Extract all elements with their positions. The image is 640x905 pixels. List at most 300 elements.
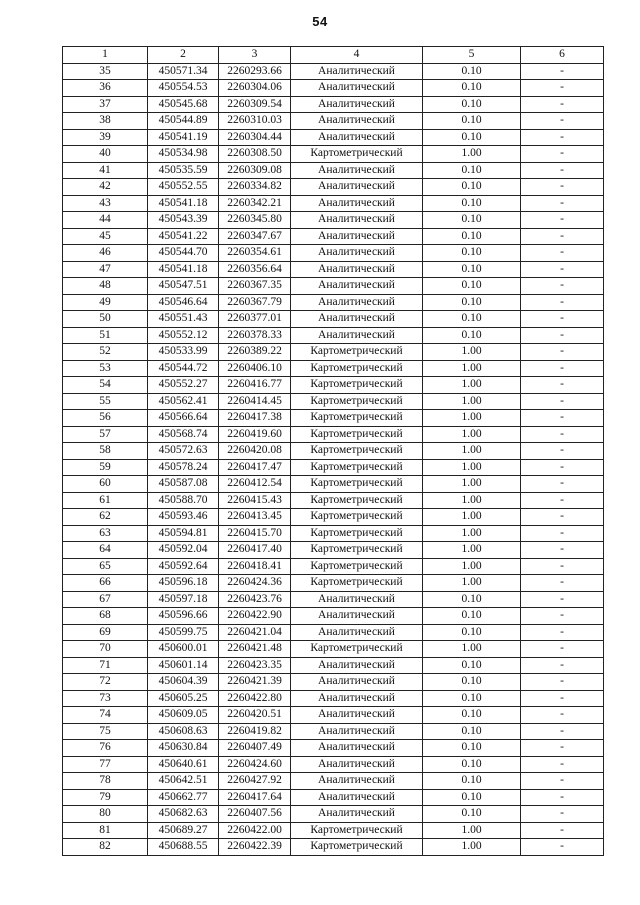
accuracy-cell: 0.10 (423, 311, 521, 328)
accuracy-cell: 1.00 (423, 393, 521, 410)
point-number-cell: 66 (63, 575, 148, 592)
x-coordinate-cell: 450568.74 (148, 426, 219, 443)
x-coordinate-cell: 450592.04 (148, 542, 219, 559)
table-row (63, 146, 604, 163)
table-row (63, 773, 604, 790)
table-row (63, 476, 604, 493)
y-coordinate-cell: 2260304.44 (219, 129, 291, 146)
note-cell: - (521, 707, 604, 724)
table-row (63, 327, 604, 344)
point-number-cell: 45 (63, 228, 148, 245)
method-cell: Картометрический (291, 822, 423, 839)
y-coordinate-cell: 2260424.60 (219, 756, 291, 773)
table-row (63, 707, 604, 724)
x-coordinate-cell: 450552.55 (148, 179, 219, 196)
table-row (63, 245, 604, 262)
point-number-cell: 51 (63, 327, 148, 344)
point-number-cell: 35 (63, 63, 148, 80)
y-coordinate-cell: 2260293.66 (219, 63, 291, 80)
method-cell: Картометрический (291, 426, 423, 443)
point-number-cell: 44 (63, 212, 148, 229)
table-row (63, 756, 604, 773)
x-coordinate-cell: 450604.39 (148, 674, 219, 691)
table-row (63, 641, 604, 658)
table-row (63, 525, 604, 542)
header-cell-2: 2 (148, 47, 219, 64)
x-coordinate-cell: 450608.63 (148, 723, 219, 740)
x-coordinate-cell: 450541.22 (148, 228, 219, 245)
method-cell: Картометрический (291, 558, 423, 575)
method-cell: Картометрический (291, 525, 423, 542)
y-coordinate-cell: 2260419.60 (219, 426, 291, 443)
accuracy-cell: 0.10 (423, 195, 521, 212)
accuracy-cell: 0.10 (423, 179, 521, 196)
accuracy-cell: 0.10 (423, 723, 521, 740)
y-coordinate-cell: 2260389.22 (219, 344, 291, 361)
x-coordinate-cell: 450605.25 (148, 690, 219, 707)
method-cell: Аналитический (291, 311, 423, 328)
accuracy-cell: 1.00 (423, 443, 521, 460)
accuracy-cell: 1.00 (423, 525, 521, 542)
x-coordinate-cell: 450554.53 (148, 80, 219, 97)
point-number-cell: 36 (63, 80, 148, 97)
method-cell: Картометрический (291, 542, 423, 559)
note-cell: - (521, 575, 604, 592)
x-coordinate-cell: 450541.18 (148, 261, 219, 278)
y-coordinate-cell: 2260414.45 (219, 393, 291, 410)
x-coordinate-cell: 450544.70 (148, 245, 219, 262)
point-number-cell: 80 (63, 806, 148, 823)
x-coordinate-cell: 450596.18 (148, 575, 219, 592)
note-cell: - (521, 179, 604, 196)
y-coordinate-cell: 2260356.64 (219, 261, 291, 278)
y-coordinate-cell: 2260413.45 (219, 509, 291, 526)
x-coordinate-cell: 450533.99 (148, 344, 219, 361)
accuracy-cell: 0.10 (423, 212, 521, 229)
x-coordinate-cell: 450593.46 (148, 509, 219, 526)
accuracy-cell: 0.10 (423, 80, 521, 97)
note-cell: - (521, 509, 604, 526)
note-cell: - (521, 360, 604, 377)
y-coordinate-cell: 2260416.77 (219, 377, 291, 394)
method-cell: Аналитический (291, 608, 423, 625)
table-row (63, 377, 604, 394)
note-cell: - (521, 806, 604, 823)
x-coordinate-cell: 450551.43 (148, 311, 219, 328)
x-coordinate-cell: 450544.72 (148, 360, 219, 377)
method-cell: Аналитический (291, 773, 423, 790)
y-coordinate-cell: 2260419.82 (219, 723, 291, 740)
accuracy-cell: 0.10 (423, 773, 521, 790)
table-row (63, 459, 604, 476)
x-coordinate-cell: 450601.14 (148, 657, 219, 674)
note-cell: - (521, 740, 604, 757)
point-number-cell: 65 (63, 558, 148, 575)
x-coordinate-cell: 450689.27 (148, 822, 219, 839)
point-number-cell: 62 (63, 509, 148, 526)
point-number-cell: 72 (63, 674, 148, 691)
method-cell: Аналитический (291, 657, 423, 674)
point-number-cell: 58 (63, 443, 148, 460)
note-cell: - (521, 195, 604, 212)
method-cell: Картометрический (291, 575, 423, 592)
point-number-cell: 79 (63, 789, 148, 806)
point-number-cell: 55 (63, 393, 148, 410)
y-coordinate-cell: 2260309.54 (219, 96, 291, 113)
accuracy-cell: 0.10 (423, 113, 521, 130)
y-coordinate-cell: 2260415.70 (219, 525, 291, 542)
note-cell: - (521, 146, 604, 163)
note-cell: - (521, 674, 604, 691)
accuracy-cell: 0.10 (423, 245, 521, 262)
x-coordinate-cell: 450594.81 (148, 525, 219, 542)
note-cell: - (521, 393, 604, 410)
accuracy-cell: 1.00 (423, 509, 521, 526)
method-cell: Картометрический (291, 393, 423, 410)
method-cell: Аналитический (291, 195, 423, 212)
method-cell: Картометрический (291, 443, 423, 460)
point-number-cell: 74 (63, 707, 148, 724)
y-coordinate-cell: 2260420.08 (219, 443, 291, 460)
y-coordinate-cell: 2260420.51 (219, 707, 291, 724)
note-cell: - (521, 608, 604, 625)
method-cell: Аналитический (291, 674, 423, 691)
point-number-cell: 39 (63, 129, 148, 146)
accuracy-cell: 1.00 (423, 377, 521, 394)
note-cell: - (521, 129, 604, 146)
x-coordinate-cell: 450541.19 (148, 129, 219, 146)
note-cell: - (521, 723, 604, 740)
y-coordinate-cell: 2260412.54 (219, 476, 291, 493)
point-number-cell: 82 (63, 839, 148, 856)
note-cell: - (521, 822, 604, 839)
note-cell: - (521, 278, 604, 295)
method-cell: Аналитический (291, 294, 423, 311)
y-coordinate-cell: 2260378.33 (219, 327, 291, 344)
accuracy-cell: 0.10 (423, 327, 521, 344)
point-number-cell: 57 (63, 426, 148, 443)
method-cell: Аналитический (291, 261, 423, 278)
y-coordinate-cell: 2260367.79 (219, 294, 291, 311)
point-number-cell: 77 (63, 756, 148, 773)
accuracy-cell: 0.10 (423, 690, 521, 707)
method-cell: Аналитический (291, 707, 423, 724)
accuracy-cell: 1.00 (423, 146, 521, 163)
accuracy-cell: 1.00 (423, 641, 521, 658)
accuracy-cell: 0.10 (423, 674, 521, 691)
table-row (63, 228, 604, 245)
method-cell: Аналитический (291, 113, 423, 130)
method-cell: Аналитический (291, 212, 423, 229)
note-cell: - (521, 657, 604, 674)
point-number-cell: 50 (63, 311, 148, 328)
table-row (63, 575, 604, 592)
x-coordinate-cell: 450609.05 (148, 707, 219, 724)
y-coordinate-cell: 2260427.92 (219, 773, 291, 790)
x-coordinate-cell: 450588.70 (148, 492, 219, 509)
method-cell: Картометрический (291, 492, 423, 509)
method-cell: Аналитический (291, 723, 423, 740)
method-cell: Картометрический (291, 410, 423, 427)
accuracy-cell: 0.10 (423, 806, 521, 823)
method-cell: Аналитический (291, 806, 423, 823)
y-coordinate-cell: 2260407.56 (219, 806, 291, 823)
x-coordinate-cell: 450630.84 (148, 740, 219, 757)
header-cell-3: 3 (219, 47, 291, 64)
table-row (63, 591, 604, 608)
x-coordinate-cell: 450688.55 (148, 839, 219, 856)
table-row (63, 492, 604, 509)
y-coordinate-cell: 2260418.41 (219, 558, 291, 575)
point-number-cell: 56 (63, 410, 148, 427)
note-cell: - (521, 245, 604, 262)
table-row (63, 690, 604, 707)
x-coordinate-cell: 450534.98 (148, 146, 219, 163)
y-coordinate-cell: 2260423.35 (219, 657, 291, 674)
x-coordinate-cell: 450552.27 (148, 377, 219, 394)
method-cell: Картометрический (291, 459, 423, 476)
method-cell: Аналитический (291, 162, 423, 179)
table-row (63, 162, 604, 179)
point-number-cell: 68 (63, 608, 148, 625)
y-coordinate-cell: 2260415.43 (219, 492, 291, 509)
x-coordinate-cell: 450571.34 (148, 63, 219, 80)
y-coordinate-cell: 2260309.08 (219, 162, 291, 179)
accuracy-cell: 0.10 (423, 228, 521, 245)
table-row (63, 360, 604, 377)
accuracy-cell: 1.00 (423, 410, 521, 427)
table-row (63, 311, 604, 328)
note-cell: - (521, 410, 604, 427)
accuracy-cell: 1.00 (423, 426, 521, 443)
note-cell: - (521, 80, 604, 97)
x-coordinate-cell: 450545.68 (148, 96, 219, 113)
header-cell-1: 1 (63, 47, 148, 64)
x-coordinate-cell: 450572.63 (148, 443, 219, 460)
point-number-cell: 49 (63, 294, 148, 311)
table-row (63, 509, 604, 526)
y-coordinate-cell: 2260417.40 (219, 542, 291, 559)
method-cell: Аналитический (291, 63, 423, 80)
point-number-cell: 61 (63, 492, 148, 509)
method-cell: Аналитический (291, 327, 423, 344)
x-coordinate-cell: 450642.51 (148, 773, 219, 790)
table-row (63, 129, 604, 146)
table-row (63, 443, 604, 460)
table-row (63, 558, 604, 575)
point-number-cell: 64 (63, 542, 148, 559)
table-row (63, 344, 604, 361)
method-cell: Аналитический (291, 179, 423, 196)
accuracy-cell: 1.00 (423, 344, 521, 361)
note-cell: - (521, 591, 604, 608)
y-coordinate-cell: 2260422.90 (219, 608, 291, 625)
note-cell: - (521, 542, 604, 559)
point-number-cell: 40 (63, 146, 148, 163)
note-cell: - (521, 789, 604, 806)
table-row (63, 410, 604, 427)
y-coordinate-cell: 2260342.21 (219, 195, 291, 212)
accuracy-cell: 0.10 (423, 740, 521, 757)
accuracy-cell: 1.00 (423, 360, 521, 377)
table-row (63, 624, 604, 641)
note-cell: - (521, 344, 604, 361)
y-coordinate-cell: 2260310.03 (219, 113, 291, 130)
note-cell: - (521, 212, 604, 229)
method-cell: Аналитический (291, 690, 423, 707)
note-cell: - (521, 476, 604, 493)
accuracy-cell: 0.10 (423, 63, 521, 80)
note-cell: - (521, 377, 604, 394)
table-row (63, 542, 604, 559)
accuracy-cell: 0.10 (423, 278, 521, 295)
y-coordinate-cell: 2260377.01 (219, 311, 291, 328)
note-cell: - (521, 525, 604, 542)
y-coordinate-cell: 2260417.38 (219, 410, 291, 427)
coordinates-table (62, 46, 604, 856)
method-cell: Картометрический (291, 360, 423, 377)
x-coordinate-cell: 450662.77 (148, 789, 219, 806)
accuracy-cell: 1.00 (423, 492, 521, 509)
point-number-cell: 53 (63, 360, 148, 377)
x-coordinate-cell: 450547.51 (148, 278, 219, 295)
accuracy-cell: 1.00 (423, 476, 521, 493)
method-cell: Аналитический (291, 228, 423, 245)
x-coordinate-cell: 450562.41 (148, 393, 219, 410)
method-cell: Картометрический (291, 839, 423, 856)
x-coordinate-cell: 450544.89 (148, 113, 219, 130)
note-cell: - (521, 624, 604, 641)
table-row (63, 723, 604, 740)
x-coordinate-cell: 450566.64 (148, 410, 219, 427)
y-coordinate-cell: 2260406.10 (219, 360, 291, 377)
table-row (63, 822, 604, 839)
point-number-cell: 71 (63, 657, 148, 674)
point-number-cell: 47 (63, 261, 148, 278)
note-cell: - (521, 113, 604, 130)
note-cell: - (521, 773, 604, 790)
accuracy-cell: 0.10 (423, 657, 521, 674)
accuracy-cell: 0.10 (423, 96, 521, 113)
header-cell-6: 6 (521, 47, 604, 64)
note-cell: - (521, 261, 604, 278)
point-number-cell: 78 (63, 773, 148, 790)
point-number-cell: 60 (63, 476, 148, 493)
table-row (63, 740, 604, 757)
header-cell-5: 5 (423, 47, 521, 64)
table-row (63, 806, 604, 823)
x-coordinate-cell: 450599.75 (148, 624, 219, 641)
accuracy-cell: 0.10 (423, 608, 521, 625)
method-cell: Аналитический (291, 624, 423, 641)
point-number-cell: 54 (63, 377, 148, 394)
table-row (63, 674, 604, 691)
y-coordinate-cell: 2260421.04 (219, 624, 291, 641)
accuracy-cell: 1.00 (423, 542, 521, 559)
table-row (63, 789, 604, 806)
table-row (63, 426, 604, 443)
table-row (63, 80, 604, 97)
table-body (63, 63, 604, 855)
note-cell: - (521, 459, 604, 476)
point-number-cell: 70 (63, 641, 148, 658)
note-cell: - (521, 641, 604, 658)
note-cell: - (521, 228, 604, 245)
note-cell: - (521, 443, 604, 460)
method-cell: Картометрический (291, 377, 423, 394)
accuracy-cell: 1.00 (423, 575, 521, 592)
point-number-cell: 73 (63, 690, 148, 707)
note-cell: - (521, 426, 604, 443)
method-cell: Аналитический (291, 96, 423, 113)
point-number-cell: 63 (63, 525, 148, 542)
note-cell: - (521, 311, 604, 328)
method-cell: Картометрический (291, 509, 423, 526)
y-coordinate-cell: 2260422.80 (219, 690, 291, 707)
method-cell: Картометрический (291, 146, 423, 163)
x-coordinate-cell: 450552.12 (148, 327, 219, 344)
note-cell: - (521, 558, 604, 575)
accuracy-cell: 0.10 (423, 162, 521, 179)
table-row (63, 96, 604, 113)
point-number-cell: 37 (63, 96, 148, 113)
point-number-cell: 38 (63, 113, 148, 130)
y-coordinate-cell: 2260407.49 (219, 740, 291, 757)
x-coordinate-cell: 450682.63 (148, 806, 219, 823)
y-coordinate-cell: 2260334.82 (219, 179, 291, 196)
point-number-cell: 81 (63, 822, 148, 839)
x-coordinate-cell: 450592.64 (148, 558, 219, 575)
x-coordinate-cell: 450543.39 (148, 212, 219, 229)
method-cell: Аналитический (291, 278, 423, 295)
x-coordinate-cell: 450578.24 (148, 459, 219, 476)
point-number-cell: 75 (63, 723, 148, 740)
table-row (63, 839, 604, 856)
accuracy-cell: 1.00 (423, 459, 521, 476)
method-cell: Аналитический (291, 740, 423, 757)
header-row (63, 47, 604, 64)
method-cell: Аналитический (291, 789, 423, 806)
y-coordinate-cell: 2260422.00 (219, 822, 291, 839)
table-row (63, 657, 604, 674)
x-coordinate-cell: 450597.18 (148, 591, 219, 608)
note-cell: - (521, 162, 604, 179)
method-cell: Аналитический (291, 245, 423, 262)
note-cell: - (521, 63, 604, 80)
method-cell: Картометрический (291, 344, 423, 361)
y-coordinate-cell: 2260424.36 (219, 575, 291, 592)
accuracy-cell: 0.10 (423, 591, 521, 608)
y-coordinate-cell: 2260421.39 (219, 674, 291, 691)
point-number-cell: 46 (63, 245, 148, 262)
accuracy-cell: 0.10 (423, 707, 521, 724)
y-coordinate-cell: 2260347.67 (219, 228, 291, 245)
table-row (63, 63, 604, 80)
note-cell: - (521, 756, 604, 773)
y-coordinate-cell: 2260421.48 (219, 641, 291, 658)
note-cell: - (521, 327, 604, 344)
method-cell: Картометрический (291, 476, 423, 493)
accuracy-cell: 1.00 (423, 558, 521, 575)
page-number: 54 (312, 14, 328, 29)
y-coordinate-cell: 2260417.64 (219, 789, 291, 806)
table-row (63, 261, 604, 278)
point-number-cell: 52 (63, 344, 148, 361)
y-coordinate-cell: 2260422.39 (219, 839, 291, 856)
accuracy-cell: 0.10 (423, 756, 521, 773)
point-number-cell: 41 (63, 162, 148, 179)
accuracy-cell: 0.10 (423, 294, 521, 311)
